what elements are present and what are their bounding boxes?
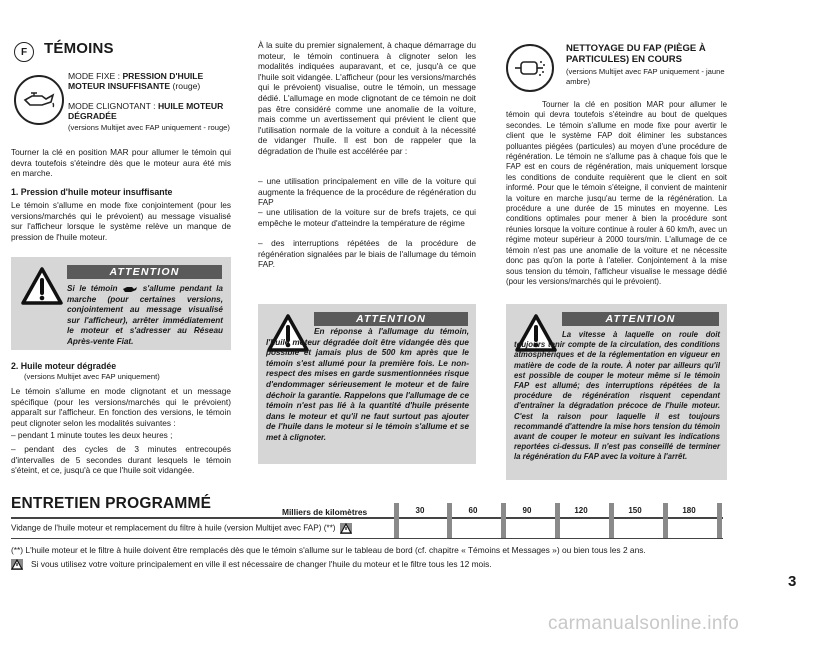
s1-text: Le témoin s'allume en mode fixe conjointement (pour les versions/marchés qui le prévoient) au message visualisé sur l'afficheur lorsque le système relève un manque de pression de l'huile moteur. (11, 200, 231, 242)
km-60: 60 (468, 506, 478, 515)
attention-text-middle: En réponse à l'allumage du témoin, l'huile moteur dégradée doit être vidangée dès que possible et jamais plus de 500 km après que le témoin s'est allumé pour la première fois. Le non-respect des mises en garde susmentionnées risque d'endommager sérieusement le moteur et de faire déchoir la garantie. Rappelons que l'allumage de ce témoin n'est pas lié à la quantité d'huile présente dans le moteur et qu'il ne faut surtout pas ajouter de l'huile dans le moteur si le témoin s'allume et se met à clignoter. (266, 327, 469, 442)
col-sep (394, 503, 399, 539)
middle-paragraph: À la suite du premier signalement, à chaque démarrage du moteur, le témoin continuera à clignoter selon les modalités indiquées auparavant, et ce, jusqu'à ce que l'huile soit vidangée. L'afficheur (pour les versions/marchés qui le prévoient) visualise, outre le témoin, un message dédié. L'allumage en mode clignotant de ce témoin ne doit pas être considéré comme une anomalie de la voiture, mais comme un avertissement qui prévient le client que l'utilisation normale de la voiture a conduit à la nécessité de vidanger l'huile. Il est bon de rappeler que la dégradation de l'huile est accélérée par : (258, 40, 476, 156)
col-sep (717, 503, 722, 539)
km-150: 150 (628, 506, 642, 515)
mode-clignotant-note: (versions Multijet avec FAP uniquement - rouge) (68, 123, 230, 132)
fap-note: (versions Multijet avec FAP uniquement - jaune ambre) (566, 67, 725, 86)
km-180: 180 (682, 506, 696, 515)
mode-clignotant-label (68, 101, 228, 121)
footnote-1: (**) L'huile moteur et le filtre à huile doivent être remplacés dès que le témoin s'allume sur le tableau de bord (cf. chapitre « Témoins et Messages ») ou bien tous les 2 ans. (11, 545, 646, 555)
km-label: Milliers de kilomètres (282, 507, 368, 517)
mode-fixe-bold: PRESSION D'HUILE MOTEUR INSUFFISANTE (68, 71, 204, 91)
mode-fixe-suffix: (rouge) (170, 81, 201, 91)
attention-box-middle (258, 304, 476, 464)
col-sep (501, 503, 506, 539)
oil-pressure-icon (14, 75, 64, 125)
row-label-text: Vidange de l'huile moteur et remplacement du filtre à huile (version Multijet avec FAP) (**) (11, 523, 336, 533)
mode-clign-prefix: MODE CLIGNOTANT : (68, 101, 158, 111)
km-120: 120 (574, 506, 588, 515)
table-row-label (11, 523, 352, 534)
col-sep (555, 503, 560, 539)
km-30: 30 (415, 506, 425, 515)
oil-can-inline-icon (122, 285, 138, 293)
attention-text-left (67, 284, 223, 348)
attention-text-right: La vitesse à laquelle on roule doit toujours tenir compte de la circulation, des conditions atmosphériques et de la réglementation en vigueur en matière de code de la route. À noter par ailleurs qu'il est possible de couper le moteur même si le témoin FAP est allumé; des interruptions répétées de la procédure de régénération risquent cependant d'entraîner la dégradation précoce de l'huile moteur. C'est la raison pour laquelle il est toujours recommandé d'attendre la mise hors tension du témoin avant de couper le moteur en suivant les indications reportées ci-dessus. Il n'est pas conseillé de terminer la régénération du FAP avec la voiture à l'arrêt. (514, 330, 720, 462)
attention-box-left (11, 257, 231, 350)
col-sep (447, 503, 452, 539)
mode-fixe-prefix: MODE FIXE : (68, 71, 123, 81)
middle-bullet-1: – une utilisation principalement en ville de la voiture qui augmente la fréquence de la procédure de régénération du FAP (258, 176, 476, 208)
footnote-2-text: Si vous utilisez votre voiture principalement en ville il est nécessaire de changer l'huile du moteur et le filtre tous les 12 mois. (31, 559, 492, 569)
col-sep (663, 503, 668, 539)
warning-triangle-icon (20, 266, 64, 306)
entretien-title: ENTRETIEN PROGRAMMÉ (11, 495, 212, 512)
s1-title: 1. Pression d'huile moteur insuffisante (11, 187, 173, 197)
section-title-temoins: TÉMOINS (44, 40, 114, 57)
s2-note: (versions Multijet avec FAP uniquement) (24, 372, 160, 381)
mode-clign-bold: HUILE MOTEUR DÉGRADÉE (68, 101, 224, 121)
s2-bullet-2: – pendant des cycles de 3 minutes entrecoupés d'intervalles de 5 secondes durant lesquels le témoin s'éteint, et ce, jusqu'à ce que l'huile soit vidangée. (11, 444, 231, 476)
table-top-rule (11, 517, 723, 519)
section-badge-f: F (14, 42, 34, 62)
middle-bullet-2: – une utilisation de la voiture sur de brefs trajets, ce qui empêche le moteur d'atteindre la température de régime (258, 207, 476, 228)
page-number: 3 (788, 573, 797, 590)
intro-text: Tourner la clé en position MAR pour allumer le témoin qui devra toutefois s'éteindre dès que le moteur aura été mis en marche. (11, 147, 231, 179)
col-sep (609, 503, 614, 539)
mode-fixe-label (68, 71, 228, 91)
middle-bullet-3: – des interruptions répétées de la procédure de régénération signalées par le biais de l'allumage du témoin FAP. (258, 238, 476, 270)
att1-before: Si le témoin (67, 284, 123, 293)
fap-filter-icon (506, 44, 554, 92)
attention-bar-right: ATTENTION (562, 312, 719, 326)
attention-bar-left: ATTENTION (67, 265, 222, 279)
att1-after: s'allume pendant la marche (pour certaines versions, conjointement au message visualisé sur l'afficheur), arrêter immédiatement le moteur et s'adresser au Réseau Après-vente Fiat. (67, 284, 223, 346)
warning-triangle-small-icon (11, 559, 23, 570)
s2-bullet-1: – pendant 1 minute toutes les deux heures ; (11, 430, 173, 440)
footnote-2-row (11, 559, 723, 570)
fap-text: Tourner la clé en position MAR pour allumer le témoin qui devra toutefois s'éteindre au bout de quelques secondes. Le témoin s'allume en mode fixe pour avertir le client que le système FAP doit éliminer les substances polluantes piégées (particules) au moyen d'une procédure de régénération. Le témoin ne s'allume pas à chaque fois que le FAP est en cours de régénération, mais uniquement lorsque les conditions de conduite requièrent que le client en soit informé. Pour que le témoin s'éteigne, il convient de maintenir la voiture en marche jusqu'au terme de la régénération. La procédure a une durée de 15 minutes en moyenne. Les conditions optimales pour mener à bien la procédure sont réunies lorsque la voiture continue à rouler à 60 km/h, avec un régime moteur supérieur à 2000 tours/min. L'allumage de ce témoin n'est pas une anomalie de la voiture et ne nécessite donc pas qu'on la porte à l'atelier. Conjointement à la mise sous tension du témoin, l'afficheur visualise le message dédié (pour les versions/marchés qui le prévoient). (506, 100, 727, 286)
fap-title: NETTOYAGE DU FAP (PIÈGE À PARTICULES) EN COURS (566, 43, 706, 65)
s2-text: Le témoin s'allume en mode clignotant et un message spécifique (pour les versions/marchés qui le prévoient) apparaît sur l'afficheur. En fonction des versions, le témoin peut clignoter selon les modalités suivantes : (11, 386, 231, 428)
km-90: 90 (522, 506, 532, 515)
attention-box-right (506, 304, 727, 480)
attention-bar-middle: ATTENTION (314, 312, 468, 326)
s2-title: 2. Huile moteur dégradée (11, 361, 117, 371)
warning-triangle-small-icon (340, 523, 352, 534)
watermark: carmanualsonline.info (548, 613, 740, 634)
table-bottom-rule (11, 538, 723, 539)
